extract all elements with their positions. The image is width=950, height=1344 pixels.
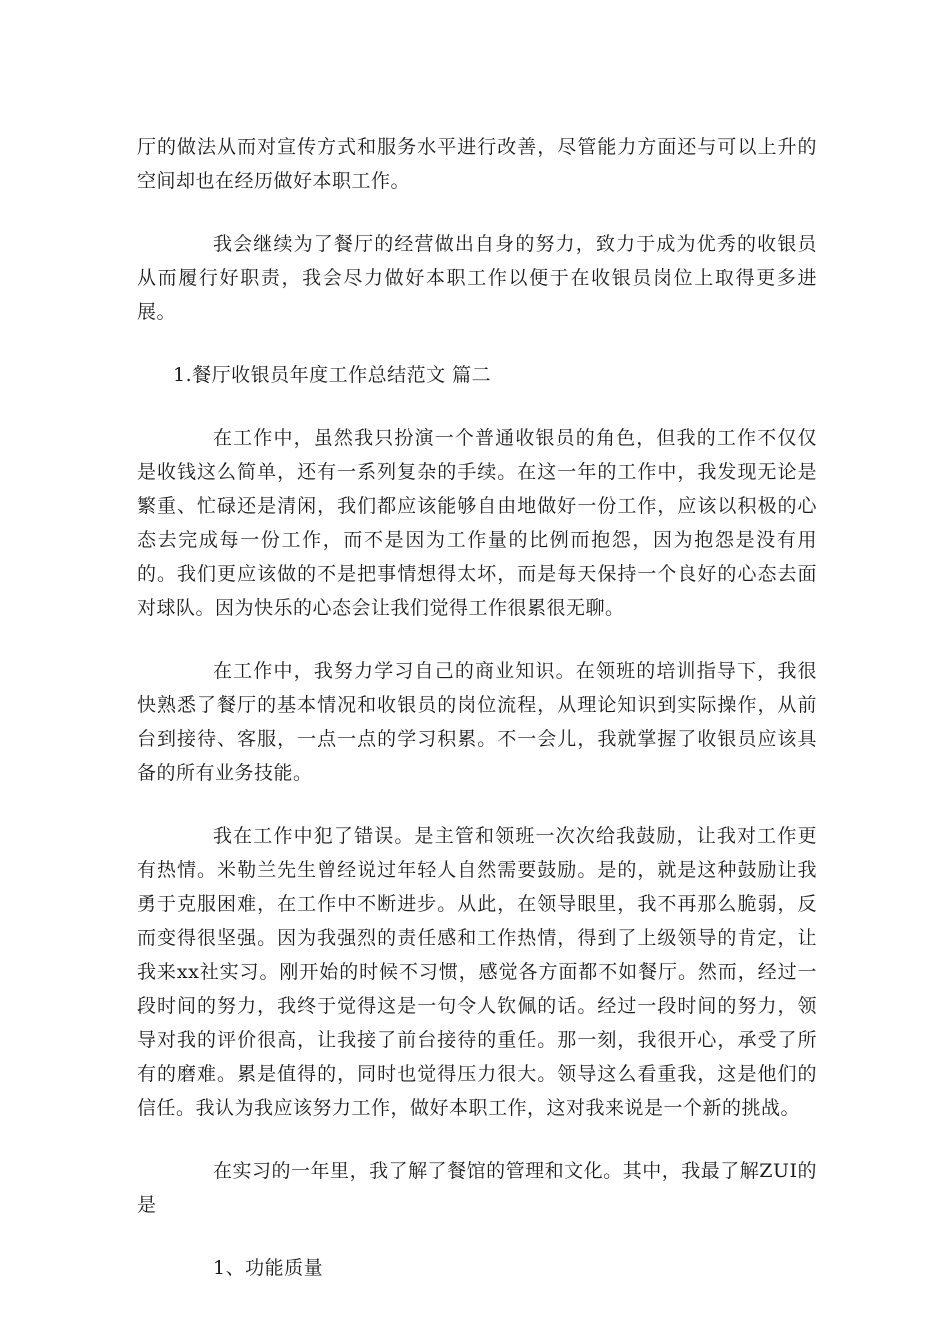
paragraph-commitment: 我会继续为了餐厅的经营做出自身的努力，致力于成为优秀的收银员从而履行好职责，我会尽力做好本职工作以便于在收银员岗位上取得更多进展。 [137,233,817,323]
document-body [137,130,817,1285]
section-heading: 1.餐厅收银员年度工作总结范文 篇二 [173,364,492,386]
paragraph-learning: 在工作中，我努力学习自己的商业知识。在领班的培训指导下，我很快熟悉了餐厅的基本情况和收银员的岗位流程，从理论知识到实际操作，从前台到接待、客服，一点一点的学习积累。不一会儿，我就掌握了收银员应该具备的所有业务技能。 [137,660,817,784]
paragraph-internship: 在实习的一年里，我了解了餐馆的管理和文化。其中，我最了解ZUI的是 [137,1160,817,1216]
paragraph-encouragement: 我在工作中犯了错误。是主管和领班一次次给我鼓励，让我对工作更有热情。米勒兰先生曾经说过年轻人自然需要鼓励。是的，就是这种鼓励让我勇于克服困难，在工作中不断进步。从此，在领导眼里，我不再那么脆弱，反而变得很坚强。因为我强烈的责任感和工作热情，得到了上级领导的肯定，让我来xx社实习。刚开始的时候不习惯，感觉各方面都不如餐厅。然而，经过一段时间的努力，我终于觉得这是一句令人钦佩的话。经过一段时间的努力，领导对我的评价很高，让我接了前台接待的重任。那一刻，我很开心，承受了所有的磨难。累是值得的，同时也觉得压力很大。领导这么看重我，这是他们的信任。我认为我应该努力工作，做好本职工作，这对我来说是一个新的挑战。 [137,825,817,1119]
paragraph-work-attitude: 在工作中，虽然我只扮演一个普通收银员的角色，但我的工作不仅仅是收钱这么简单，还有一系列复杂的手续。在这一年的工作中，我发现无论是繁重、忙碌还是清闲，我们都应该能够自由地做好一份工作，应该以积极的心态去完成每一份工作，而不是因为工作量的比例而抱怨，因为抱怨是没有用的。我们更应该做的不是把事情想得太坏，而是每天保持一个良好的心态去面对球队。因为快乐的心态会让我们觉得工作很累很无聊。 [137,427,817,619]
paragraph-continuation: 厅的做法从而对宣传方式和服务水平进行改善，尽管能力方面还与可以上升的空间却也在经历做好本职工作。 [137,136,817,192]
list-item-function-quality: 1、功能质量 [213,1257,324,1279]
